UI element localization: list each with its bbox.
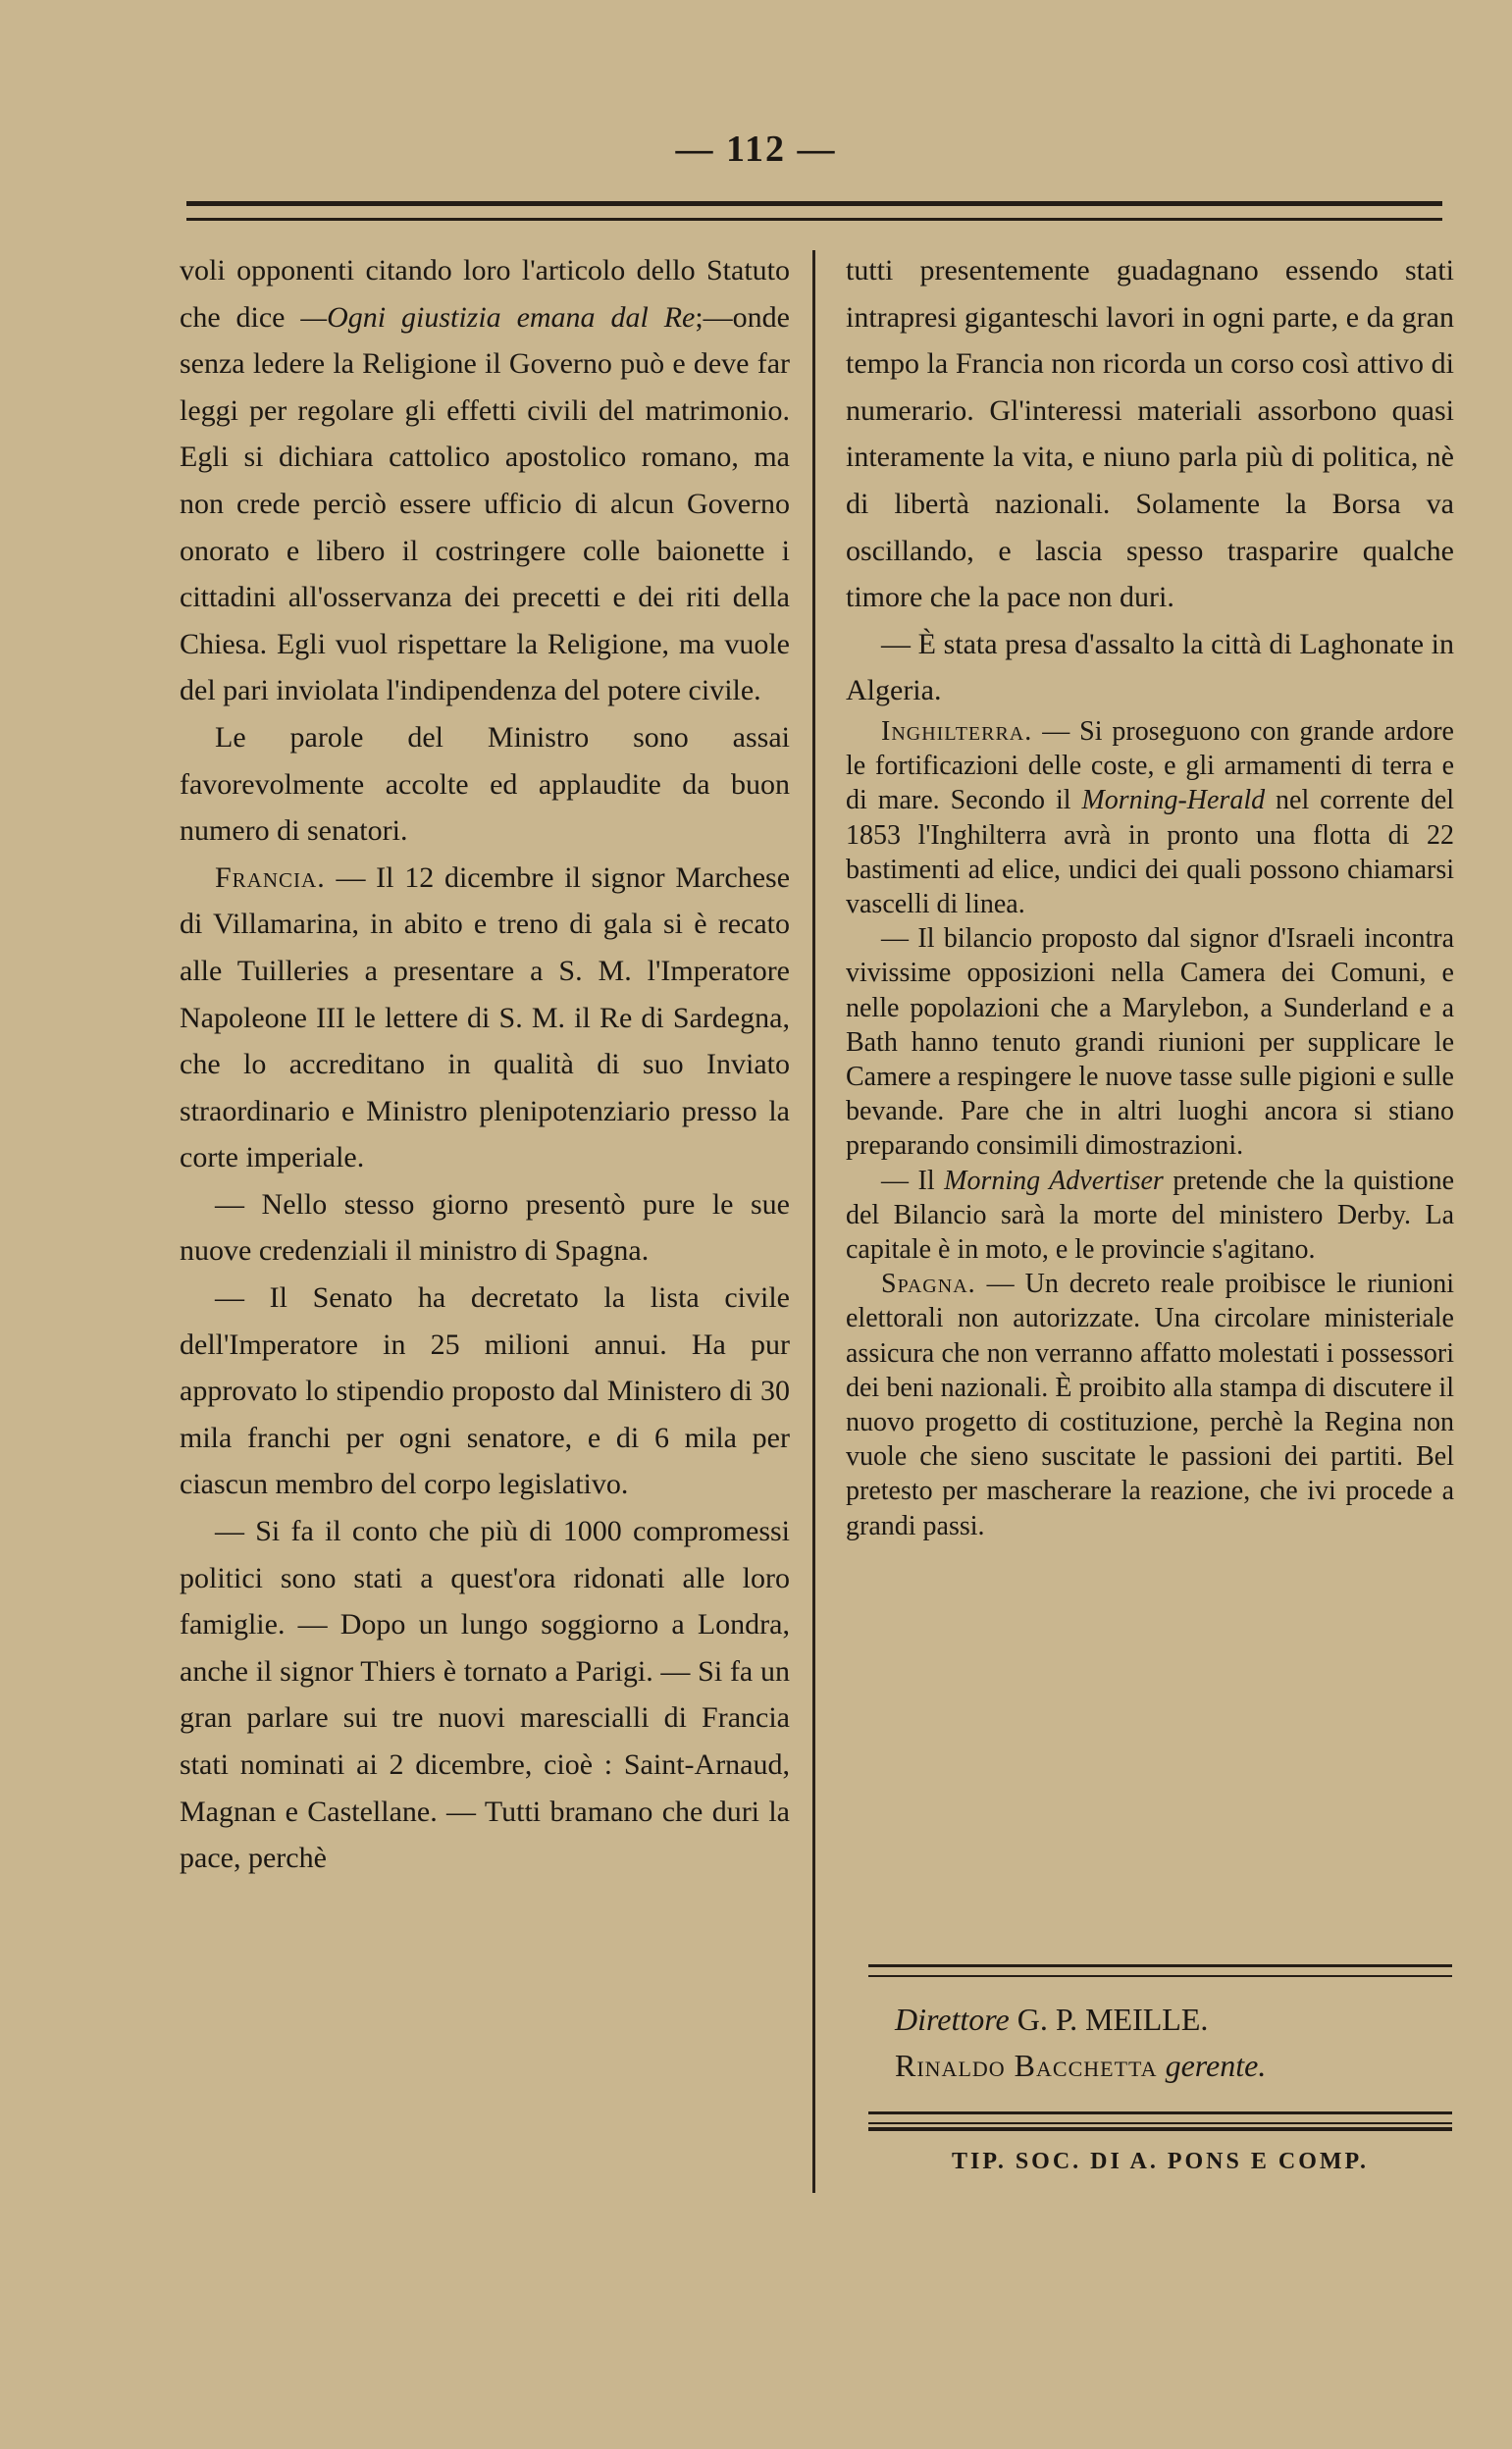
article-paragraph: tutti presentemente guadagnano essendo stati intrapresi giganteschi lavori in ogni parte, e da gran tempo la Francia non ricorda un corso così attivo di numerario. Gl'interessi materiali assorbono quasi interamente la vita, e niuno parla più di politica, nè di libertà nazionali. Solamente la Borsa va oscillando, e lascia spesso trasparire qualche timore che la pace non duri. [846, 254, 1454, 614]
director-name: G. P. MEILLE. [1017, 2002, 1209, 2037]
article-paragraph: — È stata presa d'assalto la città di Laghonate in Algeria. [846, 627, 1454, 707]
right-column [846, 247, 1454, 1543]
header-rule [186, 201, 1442, 221]
director-signature [895, 2000, 1454, 2039]
paragraph-text: nel corrente del 1853 l'Inghilterra avrà in pronto una flotta di 22 bastimenti ad elice, undici dei quali possono chiamarsi vascelli di linea. [846, 785, 1455, 919]
article-paragraph: Le parole del Ministro sono assai favorevolmente accolte ed applaudite da buon numero di senatori. [180, 720, 790, 848]
printer-imprint: TIP. SOC. DI A. PONS E COMP. [952, 2149, 1369, 2174]
paragraph-text: — Il 12 dicembre il signor Marchese di Villamarina, in abito e treno di gala si è recato alle Tuilleries a presentare a S. M. l'Imperatore Napoleone III le lettere di S. M. il Re di Sardegna, che lo accreditano in qualità di suo Inviato straordinario e Ministro plenipotenziario presso la corte imperiale. [180, 860, 791, 1174]
section-heading-inghilterra: Inghilterra. [881, 715, 1033, 747]
article-paragraph [180, 247, 790, 714]
manager-signature [895, 2046, 1454, 2085]
section-heading-francia: Francia. [215, 860, 326, 894]
article-paragraph-inghilterra [846, 714, 1454, 921]
dense-text-block [846, 714, 1454, 1543]
article-paragraph: — Il Senato ha decretato la lista civile dell'Imperatore in 25 milioni annui. Ha pur approvato lo stipendio proposto dal Ministero di 30 mila franchi per ogni senatore, e di 6 mila per ciascun membro del corpo legislativo. [180, 1281, 790, 1501]
paragraph-text: — Un decreto reale proibisce le riunioni elettorali non autorizzate. Una circolare ministeriale assicura che non verranno affatto molestati i possessori dei beni nazionali. È proibito alla stampa di discutere il nuovo progetto di costituzione, perchè la Regina non vuole che sieno suscitate le passioni dei partiti. Bel pretesto per mascherare la reazione, che ivi procede a grandi passi. [846, 1269, 1455, 1541]
paragraph-text: — Si proseguono con grande ardore le fortificazioni delle coste, e gli armamenti di terra e di mare. Secondo il [846, 715, 1454, 816]
newspaper-name: Morning-Herald [1081, 785, 1266, 816]
paragraph-text: ;—onde senza ledere la Religione il Governo può e deve far leggi per regolare gli effetti civili del matrimonio. Egli si dichiara cattolico apostolico romano, ma non crede perciò essere ufficio di alcun Governo onorato e libero il costringere colle baionette i cittadini all'osservanza dei precetti e dei riti della Chiesa. Egli vuol rispettare la Religione, ma vuole del pari inviolata l'indipendenza del potere civile. [180, 300, 790, 707]
article-paragraph: — Si fa il conto che più di 1000 compromessi politici sono stati a quest'ora ridonati alle loro famiglie. — Dopo un lungo soggiorno a Londra, anche il signor Thiers è tornato a Parigi. — Si fa un gran parlare sui tre nuovi marescialli di Francia stati nominati ai 2 dicembre, cioè : Saint-Arnaud, Magnan e Castellane. — Tutti bramano che duri la pace, perchè [180, 1515, 790, 1875]
article-paragraph: — Nello stesso giorno presentò pure le sue nuove credenziali il ministro di Spagna. [180, 1187, 790, 1268]
section-heading-spagna: Spagna. [881, 1269, 976, 1300]
article-paragraph [846, 1164, 1454, 1268]
manager-name: Rinaldo Bacchetta [895, 2048, 1158, 2083]
footer-rule-top [868, 1964, 1452, 1977]
footer-rule-thick [868, 2127, 1452, 2131]
statute-quote: —Ogni giustizia emana dal Re [300, 300, 696, 334]
article-paragraph: — Il bilancio proposto dal signor d'Israeli incontra vivissime opposizioni nella Camera dei Comuni, e nelle popolazioni che a Marylebon, a Sunderland e a Bath hanno tenuto grandi riunioni per supplicare le Camere a respingere le nuove tasse sulle pigioni e sulle bevande. Pare che in altri luoghi ancora si stiano preparando consimili dimostrazioni. [846, 923, 1454, 1162]
paragraph-text: — Il [881, 1165, 935, 1196]
paragraph-text: voli opponenti citando loro l'articolo dello Statuto che dice [180, 254, 790, 334]
director-label: Direttore [895, 2002, 1010, 2037]
left-column [180, 247, 790, 1882]
paragraph-text: pretende che la quistione del Bilancio sarà la morte del ministero Derby. La capitale è in moto, e le provincie s'agitano. [846, 1165, 1455, 1265]
article-paragraph-spagna [846, 1267, 1454, 1543]
page-number: — 112 — [675, 129, 837, 170]
column-divider [812, 250, 815, 2193]
newspaper-name: Morning Advertiser [944, 1165, 1164, 1196]
article-paragraph-francia [180, 855, 790, 1181]
footer-rule-bottom [868, 2111, 1452, 2124]
manager-label: gerente. [1165, 2048, 1267, 2083]
